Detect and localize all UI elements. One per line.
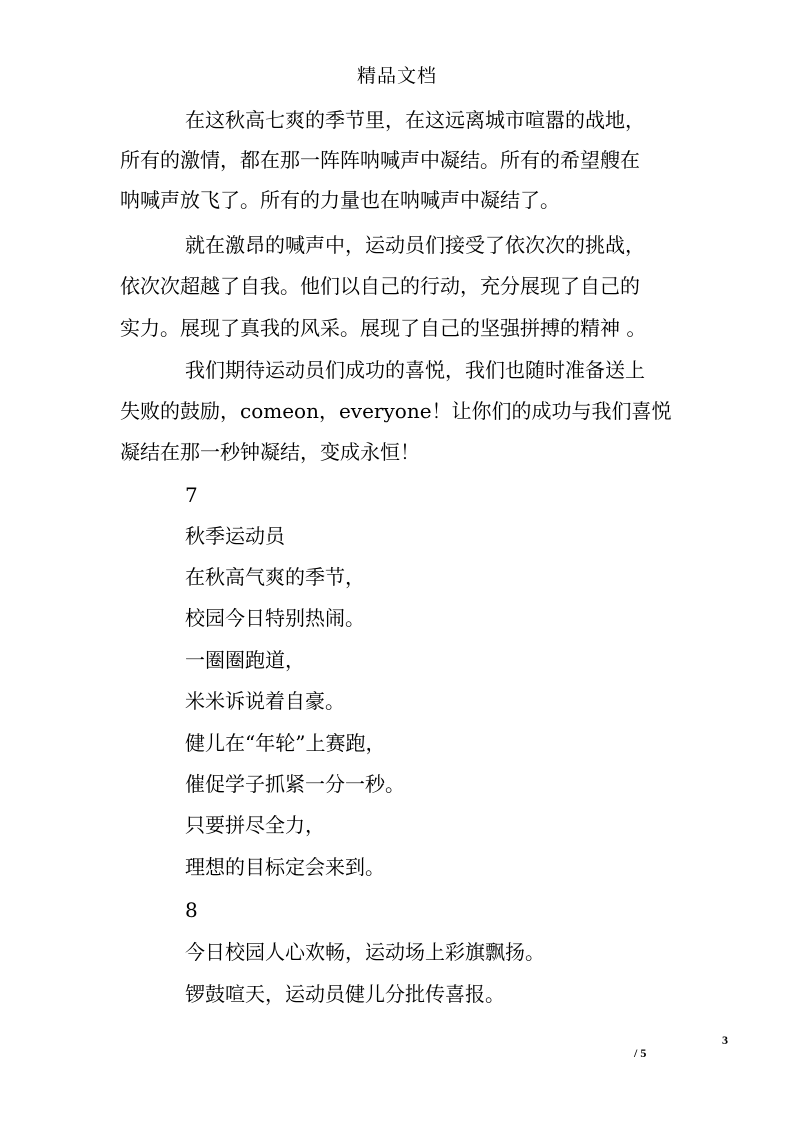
text-line: 所有的激情，都在那一阵阵呐喊声中凝结。所有的希望艘在 [120,148,640,172]
text-line: 在秋高气爽的季节， [185,565,365,589]
text-line: 只要拼尽全力， [185,813,325,837]
page-total: / 5 [634,1046,647,1060]
text-line: 就在激昂的喊声中，运动员们接受了依次次的挑战， [185,233,645,257]
document-header: 精品文档 [356,65,437,87]
text-line: 失败的鼓励，comeon，everyone！让你们的成功与我们喜悦 [120,399,672,423]
text-line: 7 [185,483,198,507]
text-line: 凝结在那一秒钟凝结，变成永恒！ [120,440,420,464]
text-line: 8 [185,898,198,922]
text-line: 锣鼓喧天，运动员健儿分批传喜报。 [185,982,505,1006]
text-line: 依次次超越了自我。他们以自己的行动，充分展现了自己的 [120,274,640,298]
text-line: 秋季运动员 [185,524,285,548]
text-line: 实力。展现了真我的风采。展现了自己的坚强拼搏的精神 。 [120,316,647,340]
text-line: 校园今日特别热闹。 [185,606,365,630]
text-line: 米米诉说着自豪。 [185,689,345,713]
page-number: 3 [722,1033,728,1047]
text-line: 理想的目标定会来到。 [185,855,385,879]
text-line: 一圈圈跑道， [185,648,305,672]
text-line: 呐喊声放飞了。所有的力量也在呐喊声中凝结了。 [120,188,560,212]
text-line: 我们期待运动员们成功的喜悦，我们也随时准备送上 [185,358,645,382]
text-line: 在这秋高七爽的季节里，在这远离城市喧嚣的战地， [185,108,645,132]
text-line: 今日校园人心欢畅，运动场上彩旗飘扬。 [185,940,545,964]
text-line: 催促学子抓紧一分一秒。 [185,772,405,796]
text-line: 健儿在“年轮”上赛跑， [185,731,386,755]
